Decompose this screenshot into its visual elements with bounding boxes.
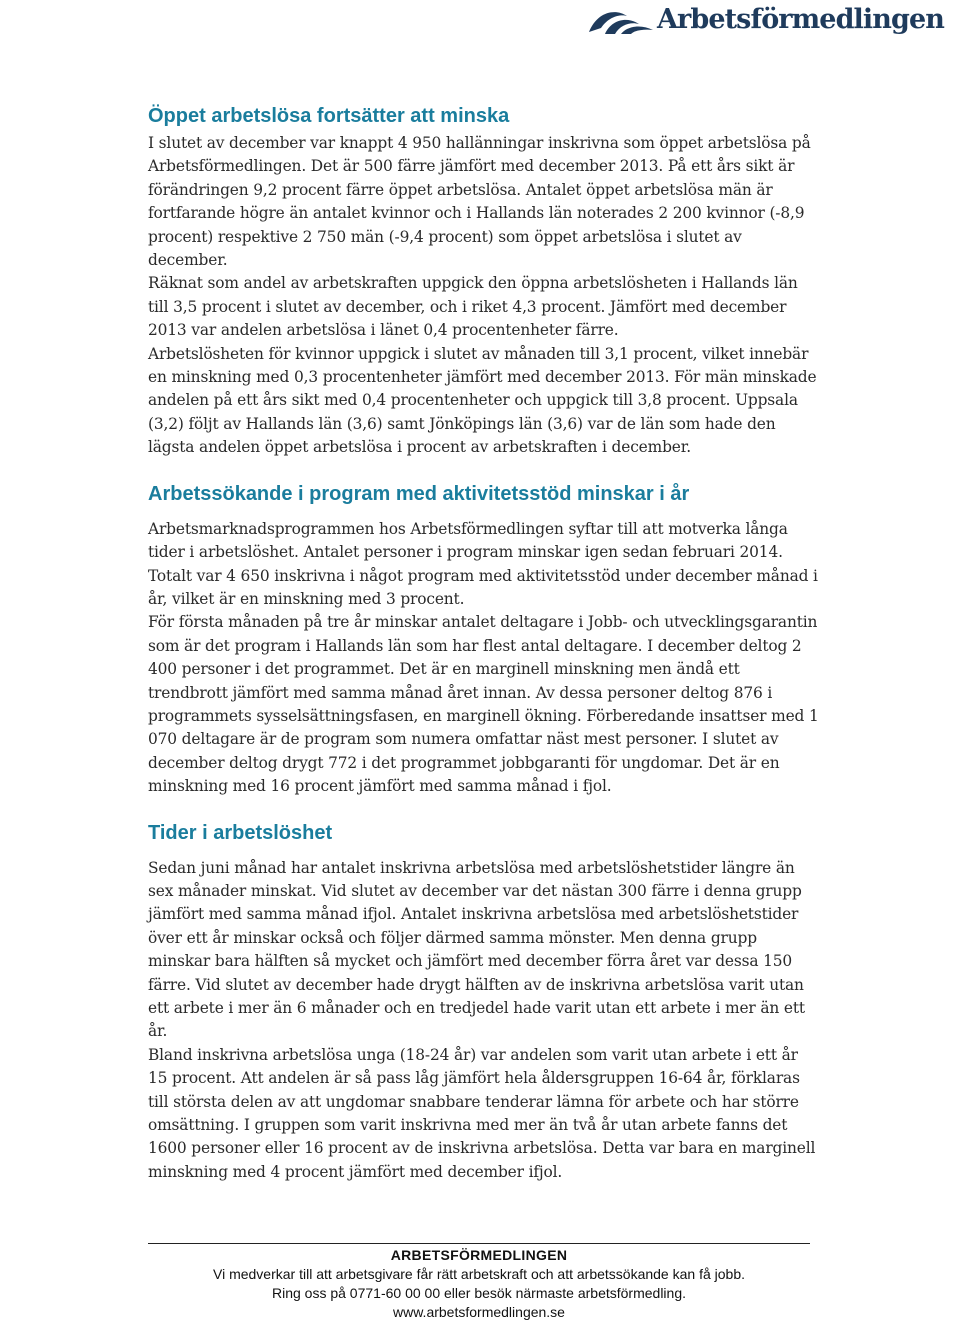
paragraph: I slutet av december var knappt 4 950 hallänningar inskrivna som öppet arbetslösa på Arbetsförmedlingen. Det är 500 färre jämfört med december 2013. På ett års sikt är förändringen 9,2 procent färre öppet arbetslösa. Antalet öppet arbetslösa män är fortfarande högre än antalet kvinnor och i Hallands län noterades 2 200 kvinnor (-8,9 procent) respektive 2 750 män (-9,4 procent) som öppet arbetslösa i slutet av december. [148,134,811,270]
paragraph: Arbetslösheten för kvinnor uppgick i slutet av månaden till 3,1 procent, vilket innebär en minskning med 0,3 procentenheter jämfört med december 2013. För män minskade andelen på ett års sikt med 0,4 procentenheter och uppgick till 3,8 procent. Uppsala (3,2) följt av Hallands län (3,6) samt Jönköpings län (3,6) var de län som hade den lägsta andelen öppet arbetslösa i procent av arbetskraften i december. [148,344,817,457]
paragraph: Arbetsmarknadsprogrammen hos Arbetsförmedlingen syftar till att motverka långa tider i arbetslöshet. Antalet personer i program minskar igen sedan februari 2014. Totalt var 4 650 inskrivna i något program med aktivitetsstöd under december månad i år, vilket är en minskning med 3 procent. [148,519,818,608]
arbetsformedlingen-logo [587,2,944,38]
section-title-open-unemployed: Öppet arbetslösa fortsätter att minska [148,105,510,127]
logo-text: Arbetsförmedlingen [656,4,944,35]
paragraph: Räknat som andel av arbetskraften uppgick den öppna arbetslösheten i Hallands län till 3,5 procent i slutet av december, och i riket 4,3 procent. Jämfört med december 2013 var andelen arbetslösa i länet 0,4 procentenheter färre. [148,274,798,340]
footer-divider [148,1243,810,1244]
footer-title: ARBETSFÖRMEDLINGEN [390,1247,568,1263]
section-title-programs: Arbetssökande i program med aktivitetsstöd minskar i år [148,482,690,505]
paragraph: Bland inskrivna arbetslösa unga (18-24 år) var andelen som varit utan arbete i ett år 15 procent. Att andelen är så pass låg jämfört hela åldersgruppen 16-64 år, förklaras till största delen av att ungdomar snabbare tenderar lämna för arbete och har större omsättning. I gruppen som varit inskrivna med mer än två år utan arbete fanns det 1600 personer eller 16 procent av de inskrivna arbetslösa. Detta var bara en marginell minskning med 4 procent jämfört med december ifjol. [148,1045,816,1181]
section-body-programs [148,518,820,799]
paragraph: För första månaden på tre år minskar antalet deltagare i Jobb- och utvecklingsgarantin som är det program i Hallands län som har flest antal deltagare. I december deltog 2 400 personer i det programmet. Det är en marginell minskning men ändå ett trendbrott jämfört med samma månad året innan. Av dessa personer deltog 876 i programmets sysselsättningsfasen, en marginell ökning. Förberedande insattser med 1 070 deltagare är de program som numera omfattar näst mest personer. I slutet av december deltog drygt 772 i det programmet jobbgaranti för ungdomar. Det är en minskning med 16 procent jämfört med samma månad i fjol. [148,613,819,796]
footer-website-link[interactable]: www.arbetsformedlingen.se [393,1304,565,1320]
section-body-open-unemployed [148,132,820,460]
section-title-unemployment-duration: Tider i arbetslöshet [148,821,333,844]
logo-swoosh-icon [587,2,655,38]
footer-tagline: Vi medverkar till att arbetsgivare får rätt arbetskraft och att arbetssökande kan få jobb. [212,1266,745,1282]
paragraph: Sedan juni månad har antalet inskrivna arbetslösa med arbetslöshetstider längre än sex månader minskat. Vid slutet av december var det nästan 300 färre i denna grupp jämfört med samma månad ifjol. Antalet inskrivna arbetslösa med arbetslöshetstider över ett år minskar också och följer därmed samma mönster. Men denna grupp minskar bara hälften så mycket och jämfört med december förra året var dessa 150 färre. Vid slutet av december hade drygt hälften av de inskrivna arbetslösa varit utan ett arbete i mer än 6 månader och en tredjedel hade varit utan ett arbete i mer än ett år. [148,858,805,1041]
footer [148,1246,810,1322]
document-body [148,102,820,1184]
section-body-unemployment-duration [148,857,820,1185]
footer-contact: Ring oss på 0771-60 00 00 eller besök närmaste arbetsförmedling. [271,1285,687,1301]
